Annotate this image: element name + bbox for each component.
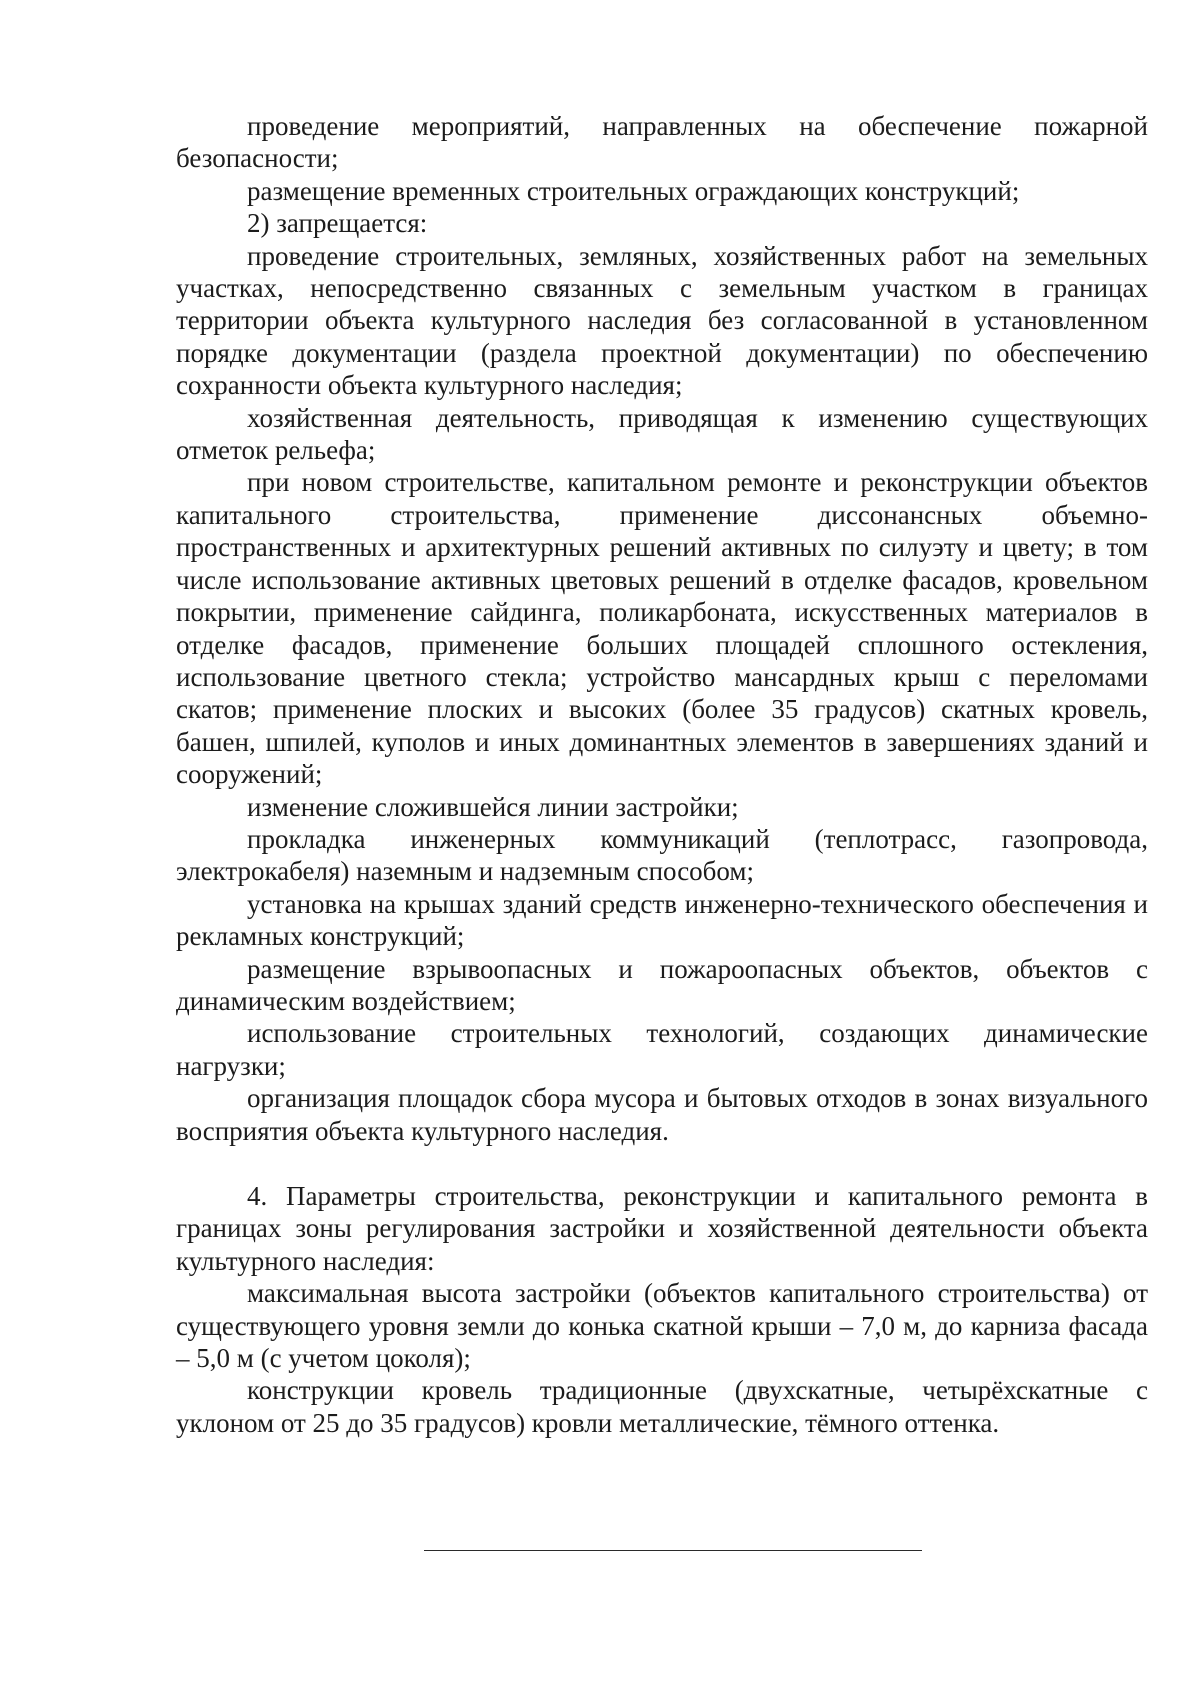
paragraph-section-4-parameters: 4. Параметры строительства, реконструкции и капитального ремонта в границах зоны регулирования застройки и хозяйственной деятельности объекта культурного наследия:: [176, 1181, 1148, 1276]
paragraph-temporary-fencing: размещение временных строительных ограждающих конструкций;: [247, 175, 1020, 206]
paragraph-construction-works: проведение строительных, земляных, хозяйственных работ на земельных участках, непосредственно связанных с земельным участком в границах территории объекта культурного наследия без согласованной в установленном порядке документации (раздела проектной документации) по обеспечению сохранности объекта культурного наследия;: [176, 240, 1148, 401]
paragraph-waste-sites: организация площадок сбора мусора и бытовых отходов в зонах визуального восприятия объекта культурного наследия.: [176, 1083, 1148, 1146]
paragraph-roof-structures: конструкции кровель традиционные (двухскатные, четырёхскатные с уклоном от 25 до 35 градусов) кровли металлические, тёмного оттенка.: [176, 1375, 1148, 1438]
paragraph-utilities: прокладка инженерных коммуникаций (теплотрасс, газопровода, электрокабеля) наземным и надземным способом;: [176, 823, 1148, 887]
paragraph-dissonant-solutions: при новом строительстве, капитальном ремонте и реконструкции объектов капитального строительства, применение диссонансных объемно-пространственных и архитектурных решений активных по силуэту и цвету; в том числе использование активных цветовых решений в отделке фасадов, кровельном покрытии, применение сайдинга, поликарбоната, искусственных материалов в отделке фасадов, применение больших площадей сплошного остекления, использование цветного стекла; устройство мансардных крыш с переломами скатов; применение плоских и высоких (более 35 градусов) скатных кровель, башен, шпилей, куполов и иных доминантных элементов в завершениях зданий и сооружений;: [176, 467, 1148, 790]
paragraph-max-height: максимальная высота застройки (объектов капитального строительства) от существующего уровня земли до конька скатной крыши – 7,0 м, до карниза фасада – 5,0 м (с учетом цоколя);: [176, 1278, 1148, 1374]
paragraph-relief-change: хозяйственная деятельность, приводящая к изменению существующих отметок рельефа;: [176, 402, 1148, 466]
paragraph-building-line: изменение сложившейся линии застройки;: [247, 791, 739, 822]
end-divider-line: [424, 1550, 922, 1551]
paragraph-fire-safety: проведение мероприятий, направленных на обеспечение пожарной безопасности;: [176, 111, 1148, 174]
paragraph-hazardous-objects: размещение взрывоопасных и пожароопасных объектов, объектов с динамическим воздействием;: [176, 953, 1148, 1016]
document-body: [176, 110, 1148, 1439]
paragraph-roof-installations: установка на крышах зданий средств инженерно-технического обеспечения и рекламных конструкций;: [176, 888, 1148, 952]
paragraph-prohibited-heading: 2) запрещается:: [247, 208, 428, 239]
paragraph-dynamic-loads: использование строительных технологий, создающих динамические нагрузки;: [176, 1018, 1148, 1081]
